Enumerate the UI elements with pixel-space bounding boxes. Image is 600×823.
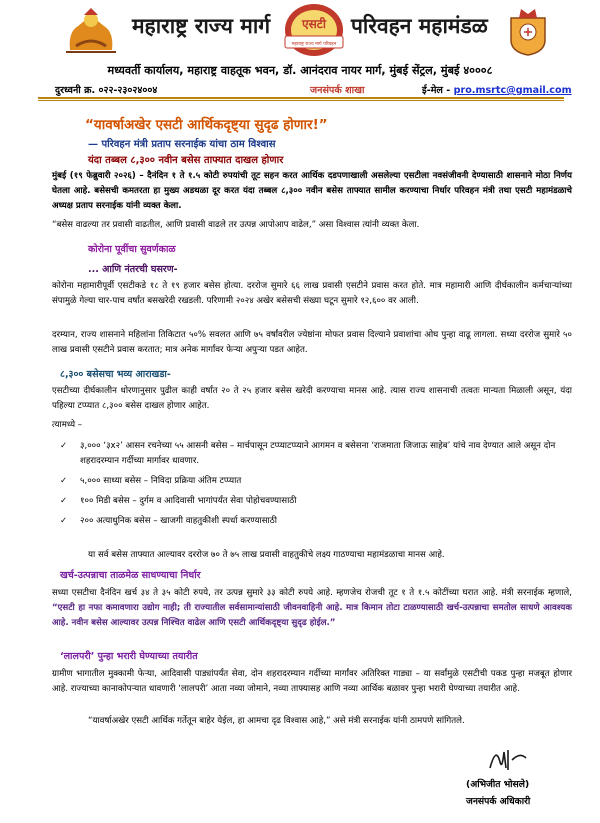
- paragraph-policy: एसटीच्या दीर्घकालीन धोरणानुसार पुढील काही वर्षांत २० ते २५ हजार बसेस खरेदी करण्याचा मानस आहे. त्यास राज्य शासनाची तत्वतः मान्यता मिळाली असून, यंदा पहिल्या टप्प्यात ८,३०० बसेस दाखल होणार आहेत.: [52, 386, 572, 411]
- minister-quote: “एसटी हा नफा कमावणारा उद्योग नाही; ती राज्यातील सर्वसामान्यांसाठी जीवनवाहिनी आहे. मात्र किमान तोटा टाळण्यासाठी खर्च-उत्पन्नाचा समतोल साधणे आवश्यक आहे. नवीन बसेस आल्यावर उत्पन्न निश्चित वाढेल आणि एसटी आर्थिकदृष्ट्या सुदृढ होईल.”: [52, 603, 572, 628]
- pr-branch-label: जनसंपर्क शाखा: [310, 85, 365, 96]
- signature-icon: [486, 742, 532, 774]
- letterhead: [0, 0, 600, 60]
- list-item-text: ३,००० ‘३x२’ आसन रचनेच्या ५५ आसनी बसेस – मार्चपासून टप्प्याटप्प्याने आगमन व बसेसना ‘राजमाता जिजाऊ साहेब’ यांचे नाव देण्यात आले असून दोन शहरादरम्यान गर्दीच्या मार्गावर धावणार.: [80, 441, 556, 466]
- msrtc-logo-icon: [283, 2, 345, 58]
- logo-text: एसटी: [302, 17, 326, 31]
- check-icon: ✓: [60, 496, 68, 506]
- email-label: ई-मेल -: [422, 85, 451, 96]
- org-name-left: महाराष्ट्र राज्य मार्ग: [132, 14, 271, 38]
- email-link[interactable]: pro.msrtc@gmail.com: [453, 85, 572, 96]
- list-intro: त्यामध्ये –: [52, 420, 83, 430]
- finance-text: सध्या एसटीचा दैनंदिन खर्च ३४ ते ३५ कोटी रुपये, तर उत्पन्न सुमारे ३३ कोटी रुपये आहे. म्हणजेच रोजची तूट १ ते १.५ कोटींच्या घरात आहे. मंत्री सरनाईक म्हणाले,: [52, 588, 572, 598]
- section-heading-balance: खर्च-उत्पन्नाचा ताळमेळ साधण्याचा निर्धार: [60, 570, 201, 581]
- list-item-text: ५,००० साध्या बसेस – निविदा प्रक्रिया अंतिम टप्प्यात: [80, 476, 242, 486]
- paragraph-lalpari: ग्रामीण भागातील मुक्कामी फेऱ्या, आदिवासी पाड्यांपर्यंत सेवा, दोन शहरादरम्यान गर्दीच्या मार्गांवर अतिरिक्त गाड्या – या सर्वांमुळे एसटीची पकड पुन्हा मजबूत होणार आहे. राज्याच्या कानाकोपऱ्यात धावणारी ‘लालपरी’ आता नव्या जोमाने, नव्या ताफ्यासह आणि नव्या आर्थिक बळावर पुन्हा भरारी घेण्याच्या तयारीत आहे.: [52, 669, 572, 694]
- list-item: [60, 494, 570, 509]
- maharaja-emblem-icon: [64, 6, 118, 54]
- check-icon: ✓: [60, 441, 68, 451]
- section-heading-plan: ८,३०० बसेसचा भव्य आराखडा-: [60, 369, 171, 380]
- list-item-text: १०० मिडी बसेस – दुर्गम व आदिवासी भागांपर्यंत सेवा पोहोचवण्यासाठी: [80, 496, 297, 506]
- state-seal-icon: [507, 4, 549, 56]
- phone-number: दुरध्वनी क्र. ०२२-२३०२४००४: [55, 85, 158, 96]
- section-heading-lalpari: ‘लालपरी’ पुन्हा भरारी घेण्याच्या तयारीत: [60, 651, 198, 662]
- article-title: “यावर्षाअखेर एसटी आर्थिकदृष्ट्या सुदृढ होणार!”: [85, 117, 328, 133]
- bus-plan-list: [60, 439, 570, 529]
- closing-quote: “यावर्षाअखेर एसटी आर्थिक गर्तेतून बाहेर येईल, हा आमचा दृढ विश्वास आहे,” असे मंत्री सरनाईक यांनी ठामपणे सांगितले.: [88, 716, 465, 726]
- paragraph-target: या सर्व बसेस ताफ्यात आल्यावर दररोज ७० ते ७५ लाख प्रवासी वाहतुकीचे लक्ष्य गाठण्याचा महामंडळाचा मानस आहे.: [88, 550, 445, 560]
- article-headline: यंदा तब्बल ८,३०० नवीन बसेस ताफ्यात दाखल होणार: [88, 155, 284, 166]
- org-name-right: परिवहन महामंडळ: [351, 14, 488, 38]
- header-divider-thin: [38, 100, 564, 101]
- paragraph-concessions: दरम्यान, राज्य शासनाने महिलांना तिकिटात ५०% सवलत आणि ७५ वर्षांवरील ज्येष्ठांना मोफत प्रवास दिल्याने प्रवाशांचा ओघ पुन्हा वाढू लागला. सध्या दररोज सुमारे ५० लाख प्रवासी एसटीने प्रवास करतात; मात्र अनेक मार्गांवर फेऱ्या अपुऱ्या पडत आहेत.: [52, 330, 572, 355]
- list-item: [60, 514, 570, 529]
- logo-banner: महाराष्ट्र राज्य मार्ग परिवहन: [291, 42, 337, 47]
- list-item: [60, 439, 570, 469]
- quote-paragraph: “बसेस वाढल्या तर प्रवासी वाढतील, आणि प्रवासी वाढले तर उत्पन्न आपोआप वाढेल,” असा विश्वास त्यांनी व्यक्त केला.: [52, 220, 420, 230]
- intro-paragraph: मुंबई (१९ फेब्रुवारी २०२६) – दैनंदिन १ ते १.५ कोटी रुपयांची तूट सहन करत आर्थिक दडपणाखाली असलेल्या एसटीला नवसंजीवनी देण्यासाठी शासनाने मोठा निर्णय घेतला आहे. बसेसची कमतरता हा मुख्य अडथळा दूर करत यंदा तब्बल ८,३०० नवीन बसेस ताफ्यात सामील करण्याचा निर्धार परिवहन मंत्री तथा एसटी महामंडळाचे अध्यक्ष प्रताप सरनाईक यांनी व्यक्त केला.: [52, 171, 572, 211]
- paragraph-finance: [52, 586, 572, 631]
- signatory-name: (अभिजीत भोसले): [466, 779, 530, 790]
- article-subtitle: — परिवहन मंत्री प्रताप सरनाईक यांचा ठाम विश्वास: [88, 139, 276, 150]
- list-item-text: २०० अत्याधुनिक बसेस – खाजगी वाहतुकीशी स्पर्धा करण्यासाठी: [80, 516, 277, 526]
- header-divider: [38, 97, 564, 99]
- signatory-title: जनसंपर्क अधिकारी: [466, 796, 531, 807]
- email-contact: [422, 83, 572, 96]
- check-icon: ✓: [60, 476, 68, 486]
- section-heading-pre-covid: कोरोना पूर्वीचा सुवर्णकाळ: [88, 244, 176, 255]
- list-item: [60, 474, 570, 489]
- paragraph-fleet-history: कोरोना महामारीपूर्वी एसटीकडे १८ ते १९ हजार बसेस होत्या. दररोज सुमारे ६६ लाख प्रवासी एसटीने प्रवास करत होते. मात्र महामारी आणि दीर्घकालीन कर्मचाऱ्यांच्या संपामुळे गेल्या चार-पाच वर्षांत बसखरेदी रखडली. परिणामी २०२४ अखेर बसेसची संख्या घटून सुमारे १२,६०० वर आली.: [52, 281, 572, 306]
- section-heading-decline: ... आणि नंतरची घसरण-: [88, 264, 178, 275]
- office-address: मध्यवर्ती कार्यालय, महाराष्ट्र वाहतूक भवन, डॉ. आनंदराव नायर मार्ग, मुंबई सेंट्रल, मुंबई ४०००८: [107, 64, 493, 77]
- check-icon: ✓: [60, 516, 68, 526]
